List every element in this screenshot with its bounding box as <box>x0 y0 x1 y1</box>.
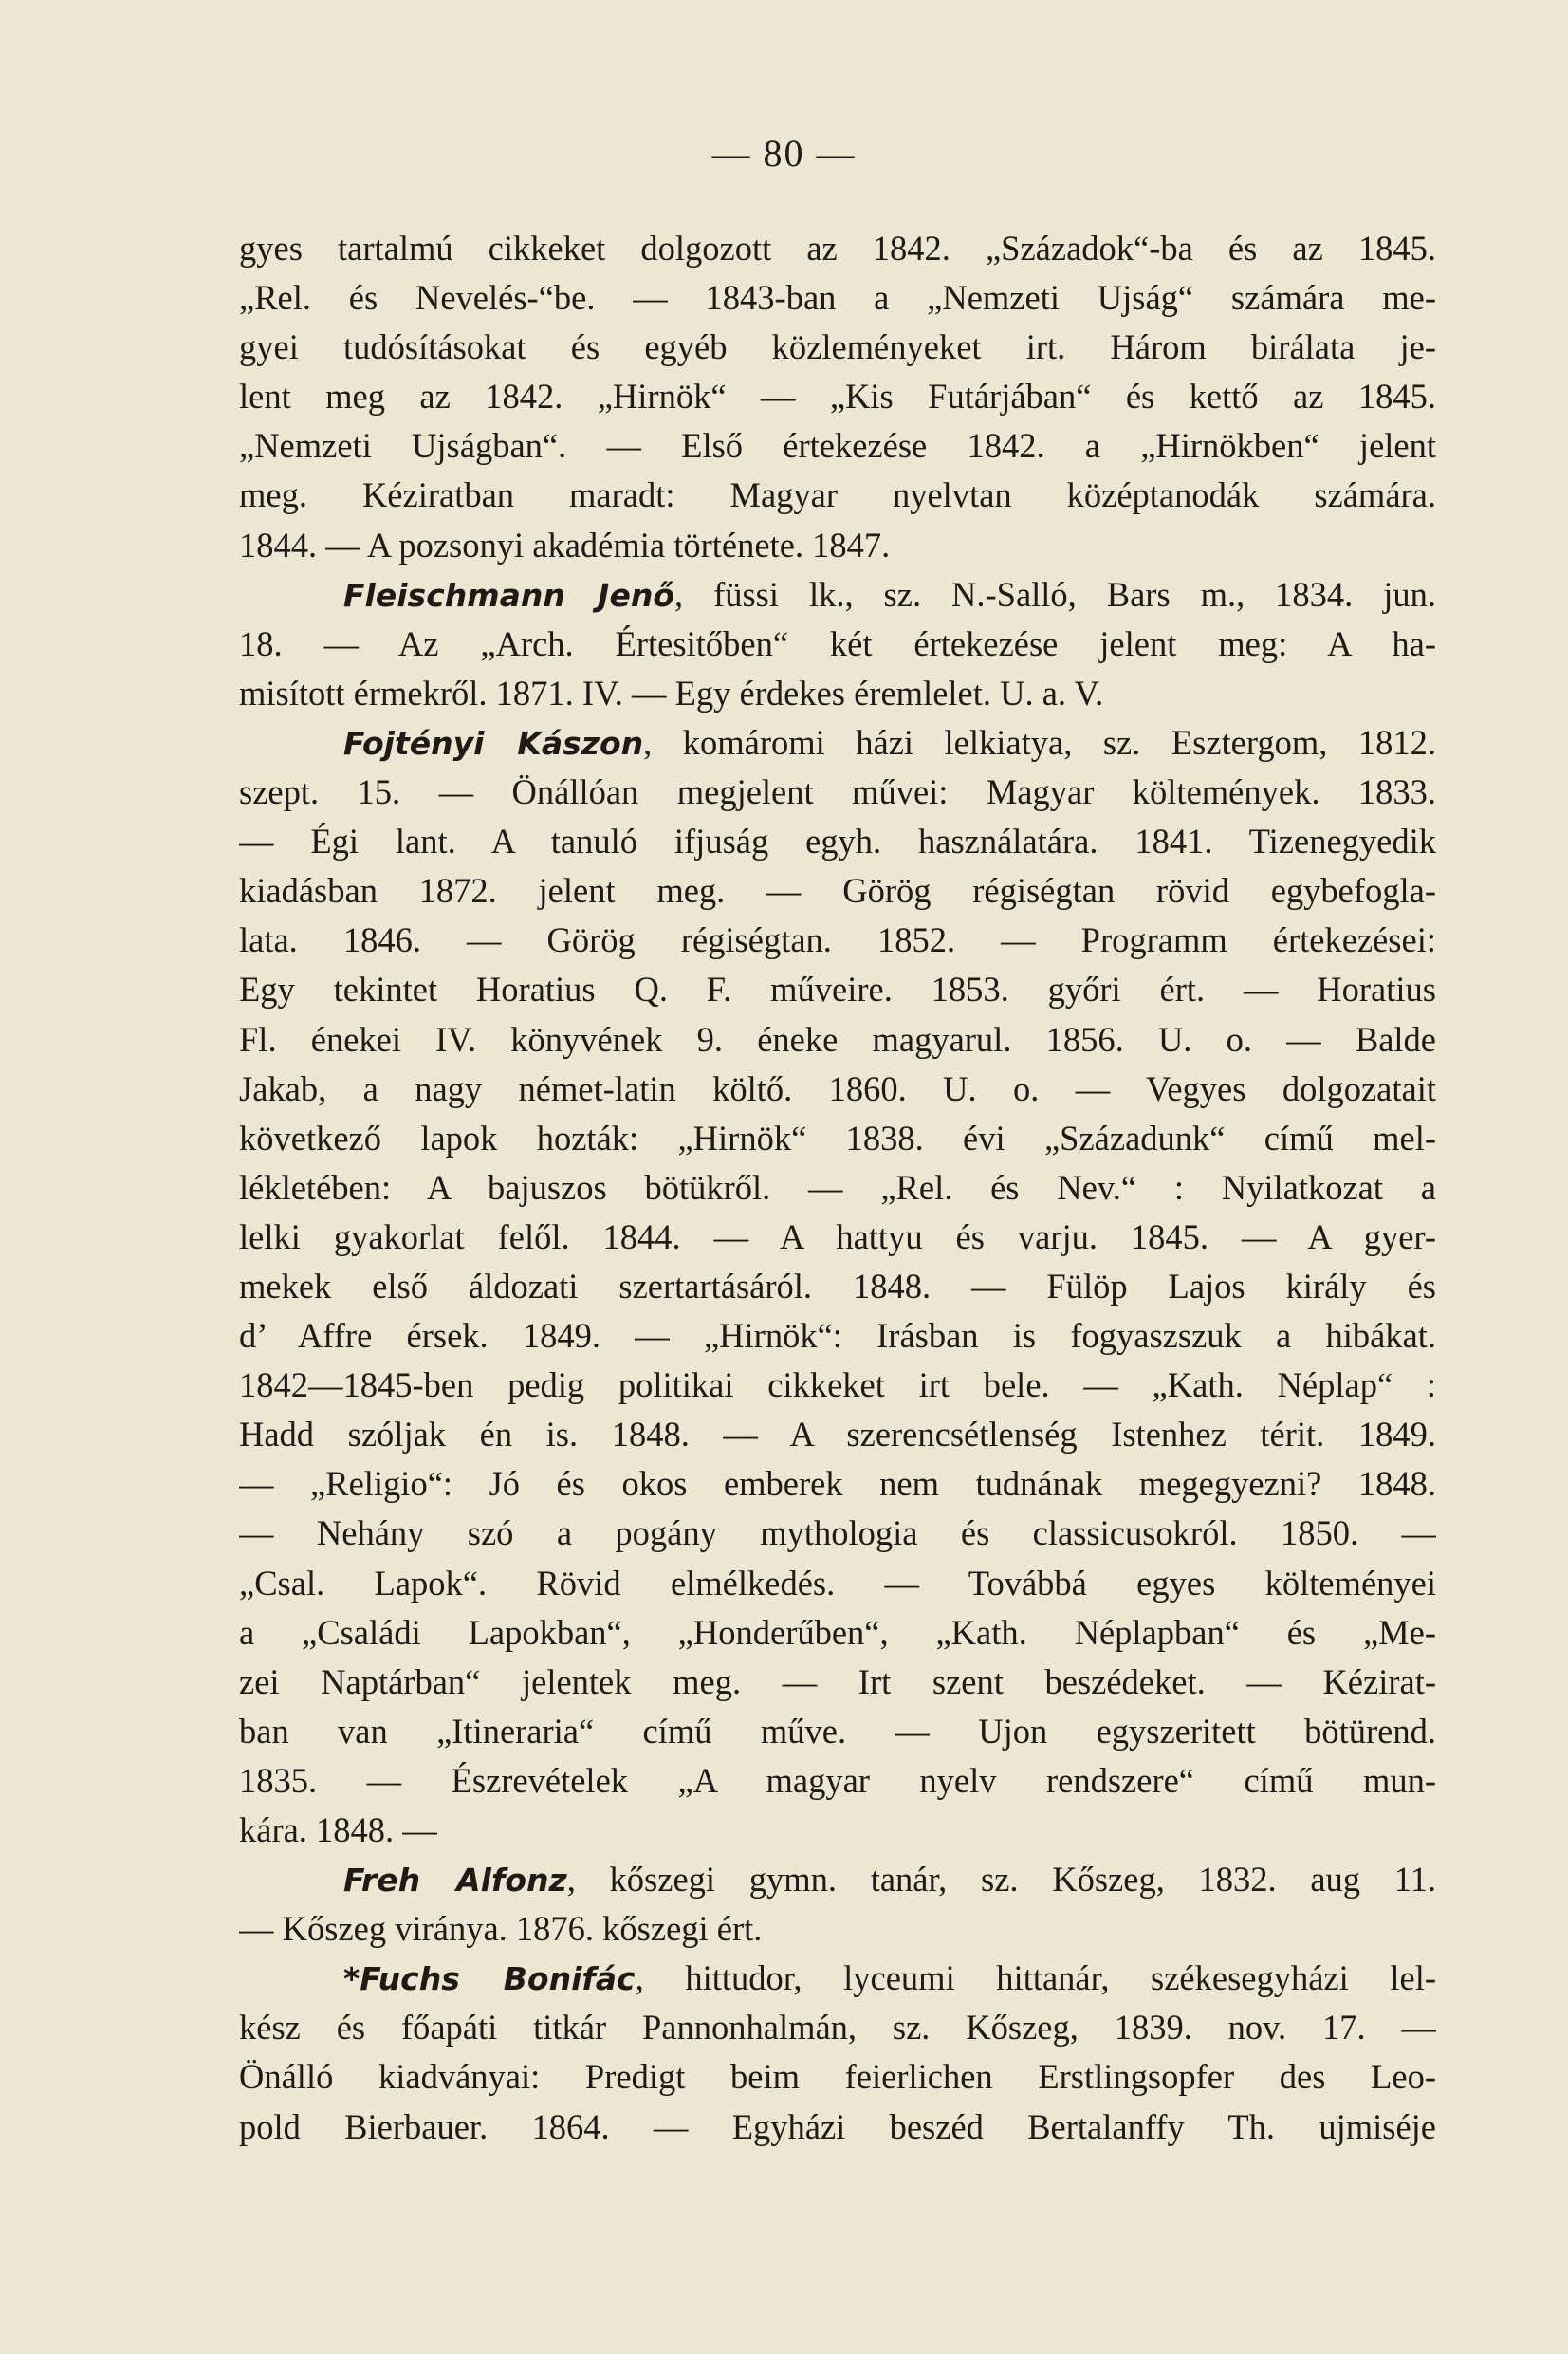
text-line <box>239 1954 1436 2003</box>
text-line <box>239 1361 1436 1410</box>
text-line <box>239 1559 1436 1608</box>
line-text: , füssi lk., sz. N.-Salló, Bars m., 1834. jun. <box>674 574 1436 614</box>
text-line <box>239 1163 1436 1213</box>
text-line <box>239 224 1436 273</box>
text-line <box>239 1806 1436 1855</box>
line-text: misított érmekről. 1871. IV. — Egy érdekes éremlelet. U. a. V. <box>239 673 1104 713</box>
text-line <box>239 718 1436 768</box>
text-line <box>239 965 1436 1014</box>
line-text: Jakab, a nagy német-latin költő. 1860. U. o. — Vegyes dolgozatait <box>239 1068 1436 1108</box>
text-line <box>239 1658 1436 1707</box>
line-text: következő lapok hozták: „Hirnök“ 1838. évi „Századunk“ című mel- <box>239 1118 1436 1158</box>
text-line <box>239 1410 1436 1459</box>
text-line <box>239 471 1436 520</box>
line-text: „Rel. és Nevelés-“be. — 1843-ban a „Nemzeti Ujság“ számára me- <box>239 278 1436 318</box>
entry-name: Fleischmann Jenő <box>343 576 675 614</box>
line-text: — Égi lant. A tanuló ifjuság egyh. használatára. 1841. Tizenegyedik <box>239 822 1436 862</box>
text-line <box>239 1459 1436 1509</box>
line-text: 1844. — A pozsonyi akadémia története. 1847. <box>239 525 891 565</box>
line-text: lent meg az 1842. „Hirnök“ — „Kis Futárjában“ és kettő az 1845. <box>239 377 1436 417</box>
text-line <box>239 1065 1436 1114</box>
text-line <box>239 1311 1436 1361</box>
text-line <box>239 2103 1436 2152</box>
line-text: kész és főapáti titkár Pannonhalmán, sz. Kőszeg, 1839. nov. 17. — <box>239 2008 1436 2048</box>
line-text: mekek első áldozati szertartásáról. 1848. — Fülöp Lajos király és <box>239 1266 1436 1306</box>
line-text: kiadásban 1872. jelent meg. — Görög régiségtan rövid egybefogla- <box>239 871 1436 911</box>
text-line <box>239 273 1436 323</box>
line-text: 18. — Az „Arch. Értesitőben“ két értekezése jelent meg: A ha- <box>239 623 1436 663</box>
text-line <box>239 768 1436 817</box>
page-number: — 80 — <box>711 132 857 175</box>
line-text: , komáromi házi lelkiatya, sz. Esztergom, 1812. <box>643 722 1436 762</box>
text-line <box>239 817 1436 866</box>
line-text: Hadd szóljak én is. 1848. — A szerencsétlenség Istenhez térit. 1849. <box>239 1415 1436 1455</box>
text-line <box>239 669 1436 718</box>
line-text: lékletében: A bajuszos bötükről. — „Rel. és Nev.“ : Nyilatkozat a <box>239 1167 1436 1207</box>
text-line <box>239 1756 1436 1806</box>
text-line <box>239 620 1436 669</box>
line-text: — Nehány szó a pogány mythologia és classicusokról. 1850. — <box>239 1513 1436 1553</box>
text-line <box>239 2003 1436 2052</box>
text-line <box>239 1213 1436 1262</box>
body-text <box>239 224 1436 2152</box>
line-text: gyes tartalmú cikkeket dolgozott az 1842. „Századok“-ba és az 1845. <box>239 229 1436 268</box>
text-line <box>239 2052 1436 2102</box>
line-text: meg. Kéziratban maradt: Magyar nyelvtan középtanodák számára. <box>239 475 1436 515</box>
line-text: — „Religio“: Jó és okos emberek nem tudnának megegyezni? 1848. <box>239 1464 1436 1504</box>
line-text: a „Családi Lapokban“, „Honderűben“, „Kath. Néplapban“ és „Me- <box>239 1612 1436 1652</box>
line-text: , hittudor, lyceumi hittanár, székesegyházi lel- <box>635 1958 1436 1998</box>
text-line <box>239 421 1436 471</box>
line-text: „Csal. Lapok“. Rövid elmélkedés. — Továbbá egyes költeményei <box>239 1563 1436 1603</box>
line-text: lelki gyakorlat felől. 1844. — A hattyu és varju. 1845. — A gyer- <box>239 1216 1436 1256</box>
text-line <box>239 1707 1436 1756</box>
line-text: — Kőszeg viránya. 1876. kőszegi ért. <box>239 1909 763 1949</box>
text-line <box>239 1608 1436 1658</box>
line-text: gyei tudósításokat és egyéb közleményeket irt. Három birálata je- <box>239 327 1436 367</box>
line-text: 1842—1845-ben pedig politikai cikkeket irt bele. — „Kath. Néplap“ : <box>239 1365 1436 1405</box>
text-line <box>239 521 1436 570</box>
text-line <box>239 570 1436 620</box>
text-line <box>239 1015 1436 1065</box>
text-line <box>239 1855 1436 1904</box>
text-line <box>239 1262 1436 1311</box>
text-line <box>239 323 1436 372</box>
line-text: Egy tekintet Horatius Q. F. műveire. 1853. győri ért. — Horatius <box>239 970 1436 1010</box>
line-text: , kőszegi gymn. tanár, sz. Kőszeg, 1832. aug 11. <box>566 1860 1436 1900</box>
line-text: „Nemzeti Ujságban“. — Első értekezése 1842. a „Hirnökben“ jelent <box>239 426 1436 466</box>
line-text: kára. 1848. — <box>239 1810 437 1849</box>
line-text: ban van „Itineraria“ című műve. — Ujon egyszeritett bötürend. <box>239 1711 1436 1751</box>
text-line <box>239 916 1436 965</box>
text-line <box>239 1509 1436 1558</box>
text-line <box>239 1114 1436 1163</box>
text-line <box>239 1904 1436 1954</box>
line-text: 1835. — Észrevételek „A magyar nyelv rendszere“ című mun- <box>239 1760 1436 1800</box>
line-text: Önálló kiadványai: Predigt beim feierlichen Erstlingsopfer des Leo- <box>239 2057 1436 2097</box>
text-line <box>239 866 1436 916</box>
line-text: d’ Affre érsek. 1849. — „Hirnök“: Irásban is fogyaszszuk a hibákat. <box>239 1316 1436 1356</box>
entry-name: Freh Alfonz <box>343 1862 567 1900</box>
entry-name: Fojtényi Kászon <box>343 724 644 762</box>
line-text: zei Naptárban“ jelentek meg. — Irt szent beszédeket. — Kézirat- <box>239 1661 1436 1701</box>
line-text: Fl. énekei IV. könyvének 9. éneke magyarul. 1856. U. o. — Balde <box>239 1019 1436 1059</box>
line-text: lata. 1846. — Görög régiségtan. 1852. — Programm értekezései: <box>239 920 1436 960</box>
entry-name: *Fuchs Bonifác <box>343 1960 636 1998</box>
text-line <box>239 372 1436 421</box>
line-text: pold Bierbauer. 1864. — Egyházi beszéd Bertalanffy Th. ujmiséje <box>239 2106 1436 2146</box>
line-text: szept. 15. — Önállóan megjelent művei: Magyar költemények. 1833. <box>239 772 1436 812</box>
